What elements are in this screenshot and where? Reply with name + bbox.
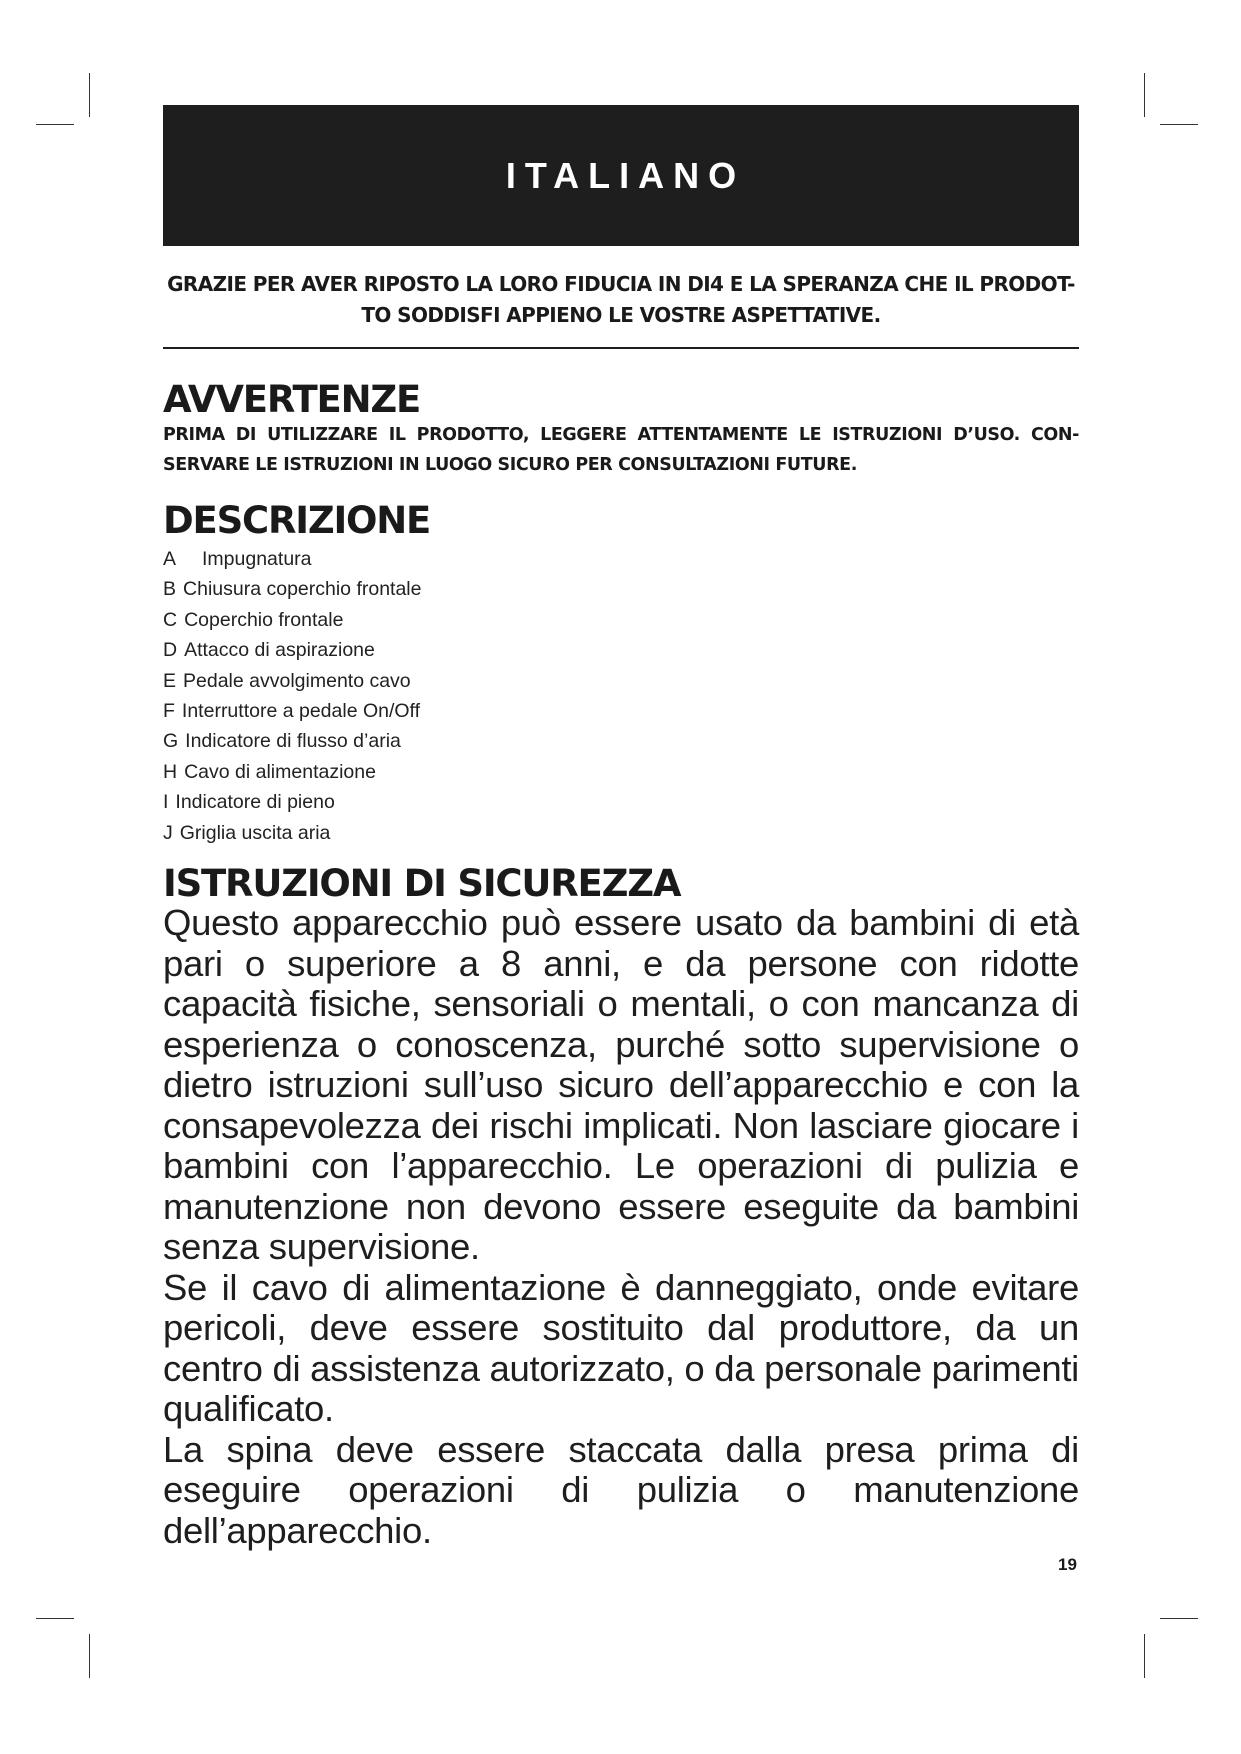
page-number: 19 <box>1058 1555 1077 1574</box>
list-item <box>163 757 421 787</box>
list-item <box>163 635 421 665</box>
intro-text <box>163 269 1079 331</box>
avvertenze-text <box>163 420 1079 480</box>
descrizione-heading: DESCRIZIONE <box>163 499 431 542</box>
avvertenze-line-2: SERVARE LE ISTRUZIONI IN LUOGO SICURO PER CONSULTAZIONI FUTURE. <box>163 455 857 475</box>
item-label: Cavo di alimentazione <box>184 760 376 783</box>
crop-mark-top-right-h <box>1160 124 1198 125</box>
crop-mark-bottom-left-v <box>89 1634 90 1678</box>
item-label: Impugnatura <box>202 548 312 570</box>
item-key: E <box>163 669 177 692</box>
intro-line-1: GRAZIE PER AVER RIPOSTO LA LORO FIDUCIA IN DI4 E LA SPERANZA CHE IL PRODOT- <box>167 272 1075 296</box>
sicurezza-paragraph-3: La spina deve essere staccata dalla presa prima di eseguire operazioni di pulizia o manutenzione dell’apparecchio. <box>163 1428 1079 1551</box>
item-key: B <box>163 578 177 601</box>
list-item <box>163 726 421 756</box>
item-key: G <box>163 730 179 753</box>
avvertenze-heading: AVVERTENZE <box>163 378 421 421</box>
section-divider <box>163 347 1079 349</box>
list-item <box>163 544 421 574</box>
item-key: A <box>163 548 177 570</box>
item-key: F <box>163 700 175 723</box>
intro-line-2: TO SODDISFI APPIENO LE VOSTRE ASPETTATIVE. <box>361 303 881 327</box>
crop-mark-bottom-right-h <box>1160 1618 1198 1619</box>
list-item <box>163 696 421 726</box>
crop-mark-bottom-right-v <box>1144 1634 1145 1678</box>
sicurezza-paragraph-1: Questo apparecchio può essere usato da bambini di età pari o superiore a 8 anni, e da persone con ridotte capacità fisiche, sensoriali o mentali, o con mancanza di esperienza o conoscenza, purché sotto supervisione o dietro istruzioni sull’uso sicuro dell’apparecchio e con la consapevolezza dei rischi implicati. Non lasciare giocare i bambini con l’apparecchio. Le operazioni di pulizia e manutenzione non devono essere eseguite da bambini senza supervisione. <box>163 902 1079 1267</box>
language-banner <box>163 105 1079 246</box>
list-item <box>163 605 421 635</box>
item-label: Chiusura coperchio frontale <box>183 578 422 601</box>
crop-mark-top-left-v <box>89 73 90 117</box>
item-label: Pedale avvolgimento cavo <box>183 669 411 692</box>
sicurezza-body <box>163 903 1079 1551</box>
item-label: Indicatore di flusso d’aria <box>185 730 401 753</box>
item-label: Attacco di aspirazione <box>184 639 375 662</box>
item-key: J <box>163 821 173 844</box>
item-key: I <box>163 791 169 814</box>
item-label: Interruttore a pedale On/Off <box>181 700 421 723</box>
avvertenze-line-1: PRIMA DI UTILIZZARE IL PRODOTTO, LEGGERE ATTENTAMENTE LE ISTRUZIONI D’USO. CON- <box>163 425 1079 445</box>
banner-title: ITALIANO <box>505 154 746 196</box>
item-label: Griglia uscita aria <box>179 821 331 844</box>
item-key: H <box>163 760 178 783</box>
item-label: Indicatore di pieno <box>175 791 335 814</box>
sicurezza-paragraph-2: Se il cavo di alimentazione è danneggiato, onde evitare pericoli, deve essere sostituito dal produttore, da un centro di assistenza autorizzato, o da personale parimenti qualificato. <box>163 1266 1079 1429</box>
crop-mark-bottom-left-h <box>36 1618 74 1619</box>
crop-mark-top-right-v <box>1144 73 1145 117</box>
item-key: D <box>163 639 178 662</box>
crop-mark-top-left-h <box>36 124 74 125</box>
item-label: Coperchio frontale <box>184 608 344 631</box>
sicurezza-heading: ISTRUZIONI DI SICUREZZA <box>163 862 681 905</box>
descrizione-list <box>163 544 421 848</box>
list-item <box>163 787 421 817</box>
list-item <box>163 574 421 604</box>
list-item <box>163 666 421 696</box>
item-key: C <box>163 608 178 631</box>
list-item <box>163 818 421 848</box>
